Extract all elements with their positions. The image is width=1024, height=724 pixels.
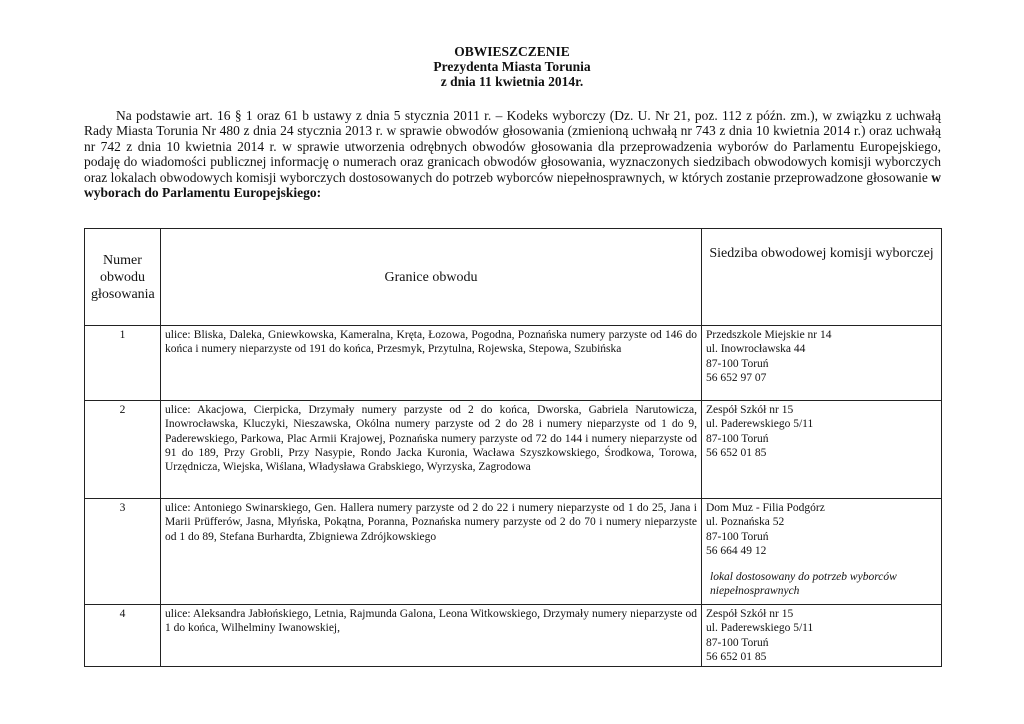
- ward-bounds: ulice: Aleksandra Jabłońskiego, Letnia, Rajmunda Galona, Leona Witkowskiego, Drzymały numery nieparzyste od 1 do końca, Wilhelminy Iwanowskiej,: [161, 605, 702, 667]
- intro-text: Na podstawie art. 16 § 1 oraz 61 b ustawy z dnia 5 stycznia 2011 r. – Kodeks wyborczy (Dz. U. Nr 21, poz. 112 z późn. zm.), w związku z uchwałą Rady Miasta Torunia Nr 480 z dnia 24 stycznia 2013 r. w sprawie obwodów głosowania (zmienioną uchwałą nr 743 z dnia 10 kwietnia 2014 r.) oraz uchwałą nr 742 z dnia 10 kwietnia 2014 r. w sprawie utworzenia odrębnych obwodów głosowania dla przeprowadzenia wyborów do Parlamentu Europejskiego, podaję do wiadomości publicznej informację o numerach oraz granicach obwodów głosowania, wyznaczonych siedzibach obwodowych komisji wyborczych oraz lokalach obwodowych komisji wyborczych dostosowanych do potrzeb wyborców niepełnosprawnych, w których zostanie przeprowadzone głosowanie: [84, 108, 941, 185]
- seat-phone: 56 652 01 85: [706, 650, 767, 663]
- seat-street: ul. Poznańska 52: [706, 516, 785, 529]
- table-header-row: [85, 229, 942, 326]
- seat-name: Zespół Szkół nr 15: [706, 404, 794, 416]
- seat-phone: 56 652 01 85: [706, 446, 767, 459]
- seat-street: ul. Inowrocławska 44: [706, 343, 806, 356]
- seat-city: 87-100 Toruń: [706, 530, 769, 543]
- ward-number: 2: [85, 401, 161, 499]
- header-seat: Siedziba obwodowej komisji wyborczej: [702, 229, 942, 326]
- ward-number: 1: [85, 326, 161, 401]
- ward-seat: [702, 401, 942, 499]
- seat-phone: 56 652 97 07: [706, 371, 767, 384]
- ward-number: 4: [85, 605, 161, 667]
- accessibility-note: lokal dostosowany do potrzeb wyborców niepełnosprawnych: [710, 571, 897, 598]
- document-subtitle: Prezydenta Miasta Torunia: [433, 59, 591, 74]
- document-date: z dnia 11 kwietnia 2014r.: [440, 74, 584, 89]
- seat-city: 87-100 Toruń: [706, 432, 769, 445]
- intro-paragraph: [84, 108, 941, 200]
- ward-bounds: ulice: Bliska, Daleka, Gniewkowska, Kameralna, Kręta, Łozowa, Pogodna, Poznańska numery parzyste od 146 do końca i numery nieparzyste od 191 do końca, Przesmyk, Przytulna, Rojewska, Stepowa, Szubińska: [161, 326, 702, 401]
- ward-number: 3: [85, 499, 161, 605]
- table-row: [85, 499, 942, 605]
- seat-phone: 56 664 49 12: [706, 544, 767, 557]
- seat-street: ul. Paderewskiego 5/11: [706, 418, 814, 431]
- wards-table: [84, 228, 942, 667]
- document-title: OBWIESZCZENIE: [454, 44, 570, 59]
- seat-street: ul. Paderewskiego 5/11: [706, 622, 814, 635]
- header-number: Numer obwodu głosowania: [85, 229, 161, 326]
- seat-city: 87-100 Toruń: [706, 357, 769, 370]
- table-row: [85, 605, 942, 667]
- intro-bold-tail: w wyborach do Parlamentu Europejskiego:: [84, 169, 942, 201]
- table-row: [85, 401, 942, 499]
- ward-seat: [702, 326, 942, 401]
- ward-seat: [702, 605, 942, 667]
- header-bounds: Granice obwodu: [161, 229, 702, 326]
- seat-name: Dom Muz - Filia Podgórz: [706, 502, 825, 514]
- ward-seat: [702, 499, 942, 605]
- table-row: [85, 326, 942, 401]
- seat-city: 87-100 Toruń: [706, 636, 769, 649]
- ward-bounds: ulice: Antoniego Swinarskiego, Gen. Hallera numery parzyste od 2 do 22 i numery nieparzyste od 1 do 25, Jana i Marii Prüfferów, Jasna, Młyńska, Pokątna, Poranna, Poznańska numery parzyste od 2 do 70 i numery nieparzyste od 1 do 89, Stefana Burhardta, Zbigniewa Zdrójkowskiego: [161, 499, 702, 605]
- ward-bounds: ulice: Akacjowa, Cierpicka, Drzymały numery parzyste od 2 do końca, Dworska, Gabriela Narutowicza, Inowrocławska, Kluczyki, Nieszawska, Okólna numery parzyste od 2 do 28 i numery nieparzyste od 1 do 9, Paderewskiego, Parkowa, Plac Armii Krajowej, Poznańska numery parzyste od 72 do 144 i numery nieparzyste od 91 do 189, Przy Grobli, Przy Nasypie, Rondo Jacka Kuronia, Wacława Szyszkowskiego, Środkowa, Torowa, Urzędnicza, Wiejska, Wiślana, Władysława Grabskiego, Wyrzyska, Zagrodowa: [161, 401, 702, 499]
- seat-name: Przedszkole Miejskie nr 14: [706, 329, 832, 341]
- seat-name: Zespół Szkół nr 15: [706, 608, 794, 620]
